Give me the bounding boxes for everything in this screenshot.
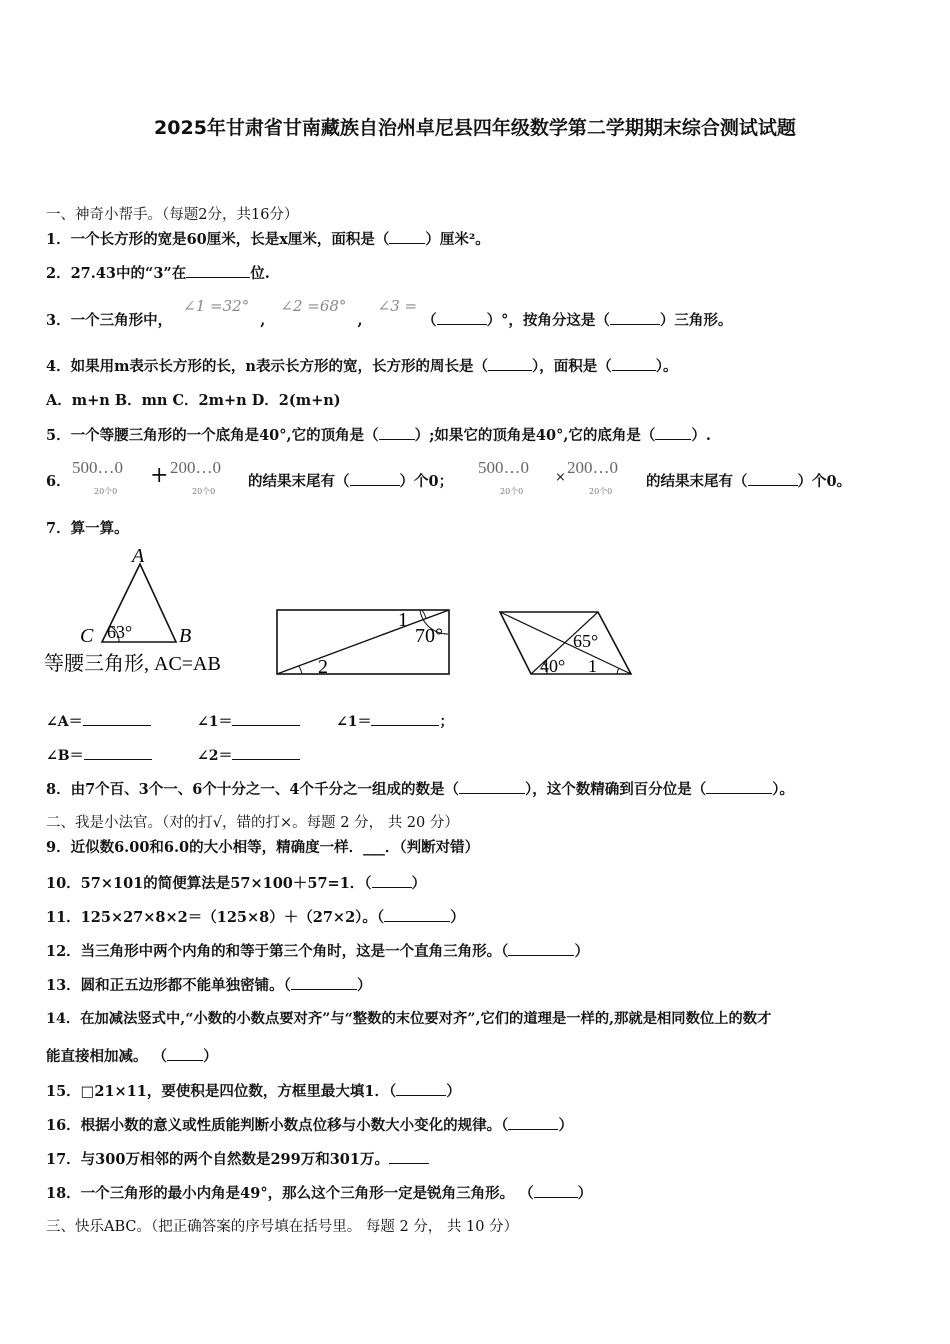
parallelogram-diagonal-1 <box>500 612 631 674</box>
rect-angle-arc-1 <box>422 610 426 618</box>
q10-blank[interactable] <box>372 873 412 888</box>
rect-label-2: 2 <box>318 656 328 678</box>
answer-rect-angle-1-blank[interactable] <box>232 711 300 726</box>
q6-text-3: 的结果末尾有（ <box>646 473 748 490</box>
rect-angle-arc-2 <box>299 666 302 674</box>
q6-text-1: 的结果末尾有（ <box>248 473 350 490</box>
question-7: 7．算一算。 <box>46 520 129 537</box>
answer-para-angle-1-label: ∠1＝ <box>336 714 372 730</box>
q3-blank-1[interactable] <box>437 310 487 325</box>
q8-text-mid: ），这个数精确到百分位是（ <box>524 781 707 798</box>
section-heading-1: 一、神奇小帮手。（每题2分，共16分） <box>46 207 299 223</box>
answer-angle-A-blank[interactable] <box>83 711 151 726</box>
question-16 <box>46 1114 573 1135</box>
answer-para-angle-1-end: ； <box>439 714 454 730</box>
para-angle-65: 65° <box>573 631 599 651</box>
isosceles-triangle-figure <box>44 545 221 675</box>
question-15 <box>46 1080 461 1101</box>
q10-text: 10．57×101的简便算法是57×100＋57=1．（ <box>46 875 372 892</box>
q3-blank-2[interactable] <box>610 310 660 325</box>
q17-text: 17．与300万相邻的两个自然数是299万和301万。 <box>46 1151 389 1168</box>
q6-term-4 <box>567 458 618 496</box>
q13-text-end: ） <box>356 977 372 994</box>
q4-text-mid: ），面积是（ <box>531 358 612 375</box>
answer-angle-A-label: ∠A＝ <box>46 714 83 730</box>
question-8 <box>46 778 794 799</box>
section-heading-3: 三、快乐ABC。（把正确答案的序号填在括号里。 每题 2 分， 共 10 分） <box>46 1219 519 1235</box>
answer-rect-angle-2-label: ∠2＝ <box>197 748 233 764</box>
q8-blank-2[interactable] <box>706 779 772 794</box>
parallelogram-figure <box>500 612 631 676</box>
q6-term-2 <box>170 458 221 496</box>
q5-blank-2[interactable] <box>655 425 691 440</box>
para-label-1: 1 <box>588 656 597 676</box>
q3-paren: （ <box>422 312 437 329</box>
q6-text-2: ）个0； <box>399 473 454 490</box>
section-heading-2: 二、我是小法官。（对的打√，错的打×。每题 2 分， 共 20 分） <box>46 815 459 831</box>
question-2 <box>46 262 270 283</box>
q16-blank[interactable] <box>508 1115 558 1130</box>
q6-plus: + <box>150 463 169 488</box>
q6-blank-1[interactable] <box>350 471 400 486</box>
question-11 <box>46 906 465 927</box>
label-B: B <box>179 625 192 647</box>
q13-blank[interactable] <box>291 975 357 990</box>
question-12 <box>46 940 589 961</box>
question-6-part-1 <box>248 470 453 491</box>
question-6-part-2 <box>646 470 851 491</box>
question-3: 3．一个三角形中， ∠1 =32° , ∠2 =68° , ∠3 = （ ）°，按角分这是（ ）三角形。 <box>46 297 733 329</box>
q1-text: 1．一个长方形的宽是60厘米，长是x厘米，面积是（ <box>46 231 390 248</box>
q6-term-3-count: 20个0 <box>500 487 524 496</box>
q18-blank[interactable] <box>534 1183 578 1198</box>
q4-blank-1[interactable] <box>488 356 532 371</box>
q8-blank-1[interactable] <box>459 779 525 794</box>
answer-para-angle-1 <box>336 711 453 731</box>
q3-angle-2: ∠2 =68° <box>280 297 347 315</box>
q6-blank-2[interactable] <box>748 471 798 486</box>
q6-term-4-count: 20个0 <box>589 487 613 496</box>
q10-text-end: ） <box>411 875 427 892</box>
q15-text: 15．□21×11，要使积是四位数，方框里最大填1．（ <box>46 1083 397 1100</box>
q11-blank[interactable] <box>384 907 450 922</box>
q11-text-end: ） <box>450 909 465 926</box>
question-14-line-2 <box>46 1045 218 1066</box>
q3-text: 3．一个三角形中， <box>46 312 173 329</box>
q1-text-end: ）厘米²。 <box>425 231 490 248</box>
question-10 <box>46 872 426 893</box>
question-1 <box>46 228 490 249</box>
answer-angle-B-label: ∠B＝ <box>46 748 84 764</box>
q12-blank[interactable] <box>508 941 574 956</box>
triangle-caption: 等腰三角形, AC=AB <box>44 653 221 675</box>
question-14-line-1: 14．在加减法竖式中,“小数的小数点要对齐”与“整数的末位要对齐”,它们的道理是一样的,那就是相同数位上的数才 <box>46 1011 772 1027</box>
rect-angle-70: 70° <box>415 625 443 647</box>
q4-blank-2[interactable] <box>612 356 656 371</box>
q5-text-mid: ）;如果它的顶角是40°,它的底角是（ <box>414 427 656 444</box>
q6-term-2-text: 200…0 <box>170 458 221 477</box>
label-C: C <box>80 625 94 647</box>
question-17 <box>46 1148 429 1169</box>
q14-blank[interactable] <box>167 1046 203 1061</box>
q17-blank[interactable] <box>389 1149 429 1164</box>
question-4-options: A．m+n B．mn C．2m+n D．2(m+n) <box>46 392 341 409</box>
q15-blank[interactable] <box>396 1081 446 1096</box>
rect-label-1: 1 <box>398 609 408 631</box>
question-9: 9．近似数6.00和6.0的大小相等，精确度一样．___．（判断对错） <box>46 839 480 856</box>
q2-text: 2．27.43中的“3”在 <box>46 265 187 282</box>
q3-text-mid: ）°，按角分这是（ <box>486 312 610 329</box>
answer-rect-angle-1 <box>197 711 300 731</box>
para-angle-40: 40° <box>540 656 566 676</box>
q4-text-end: ）。 <box>655 358 678 375</box>
q6-term-1-text: 500…0 <box>72 458 123 477</box>
answer-angle-B <box>46 745 152 765</box>
q5-blank-1[interactable] <box>379 425 415 440</box>
q15-text-end: ） <box>446 1083 461 1100</box>
q6-term-2-count: 20个0 <box>192 487 216 496</box>
q4-text: 4．如果用m表示长方形的长，n表示长方形的宽，长方形的周长是（ <box>46 358 488 375</box>
question-6-number: 6． <box>46 473 71 490</box>
q18-text-end: ） <box>577 1185 593 1202</box>
answer-para-angle-1-blank[interactable] <box>371 711 439 726</box>
q3-angle-1: ∠1 =32° <box>183 297 250 315</box>
q12-text: 12．当三角形中两个内角的和等于第三个角时，这是一个直角三角形。（ <box>46 943 509 960</box>
question-5 <box>46 424 711 445</box>
q3-text-end: ）三角形。 <box>659 312 733 329</box>
q6-term-3 <box>478 458 529 496</box>
question-4 <box>46 355 677 376</box>
q3-angle-3: ∠3 = <box>377 297 418 315</box>
q16-text: 16．根据小数的意义或性质能判断小数点位移与小数大小变化的规律。（ <box>46 1117 509 1134</box>
rectangle-figure <box>277 609 449 678</box>
q2-text-end: 位. <box>250 265 270 282</box>
q16-text-end: ） <box>558 1117 573 1134</box>
q12-text-end: ） <box>574 943 589 960</box>
q5-text-end: ）. <box>691 427 711 444</box>
q5-text: 5．一个等腰三角形的一个底角是40°,它的顶角是（ <box>46 427 379 444</box>
q6-times: × <box>555 470 566 485</box>
para-angle-arc-1 <box>617 668 619 674</box>
answer-angle-B-blank[interactable] <box>84 745 152 760</box>
q2-blank[interactable] <box>186 263 250 278</box>
question-18 <box>46 1182 592 1203</box>
q14-text-end: ） <box>203 1048 218 1065</box>
q7-figures <box>40 540 640 685</box>
question-13 <box>46 974 371 995</box>
q8-text-end: ）。 <box>772 781 794 798</box>
answer-angle-A <box>46 711 151 731</box>
answer-rect-angle-2-blank[interactable] <box>232 745 300 760</box>
q11-text: 11．125×27×8×2＝（125×8）＋（27×2）。（ <box>46 909 385 926</box>
answer-rect-angle-1-label: ∠1＝ <box>197 714 233 730</box>
q6-text-4: ）个0。 <box>797 473 852 490</box>
label-A: A <box>132 545 145 567</box>
q6-term-1-count: 20个0 <box>94 487 118 496</box>
q6-term-3-text: 500…0 <box>478 458 529 477</box>
triangle-angle-63: 63° <box>107 622 133 642</box>
q6-term-4-text: 200…0 <box>567 458 618 477</box>
q8-text: 8．由7个百、3个一、6个十分之一、4个千分之一组成的数是（ <box>46 781 459 798</box>
q6-term-1 <box>72 458 123 496</box>
page-title: 2025年甘肃省甘南藏族自治州卓尼县四年级数学第二学期期末综合测试试题 <box>154 117 796 139</box>
q1-blank[interactable] <box>389 229 425 244</box>
q14-text: 能直接相加减。 （ <box>46 1048 168 1065</box>
q13-text: 13．圆和正五边形都不能单独密铺。（ <box>46 977 291 994</box>
q18-text: 18．一个三角形的最小内角是49°，那么这个三角形一定是锐角三角形。 （ <box>46 1185 534 1202</box>
answer-rect-angle-2 <box>197 745 300 765</box>
